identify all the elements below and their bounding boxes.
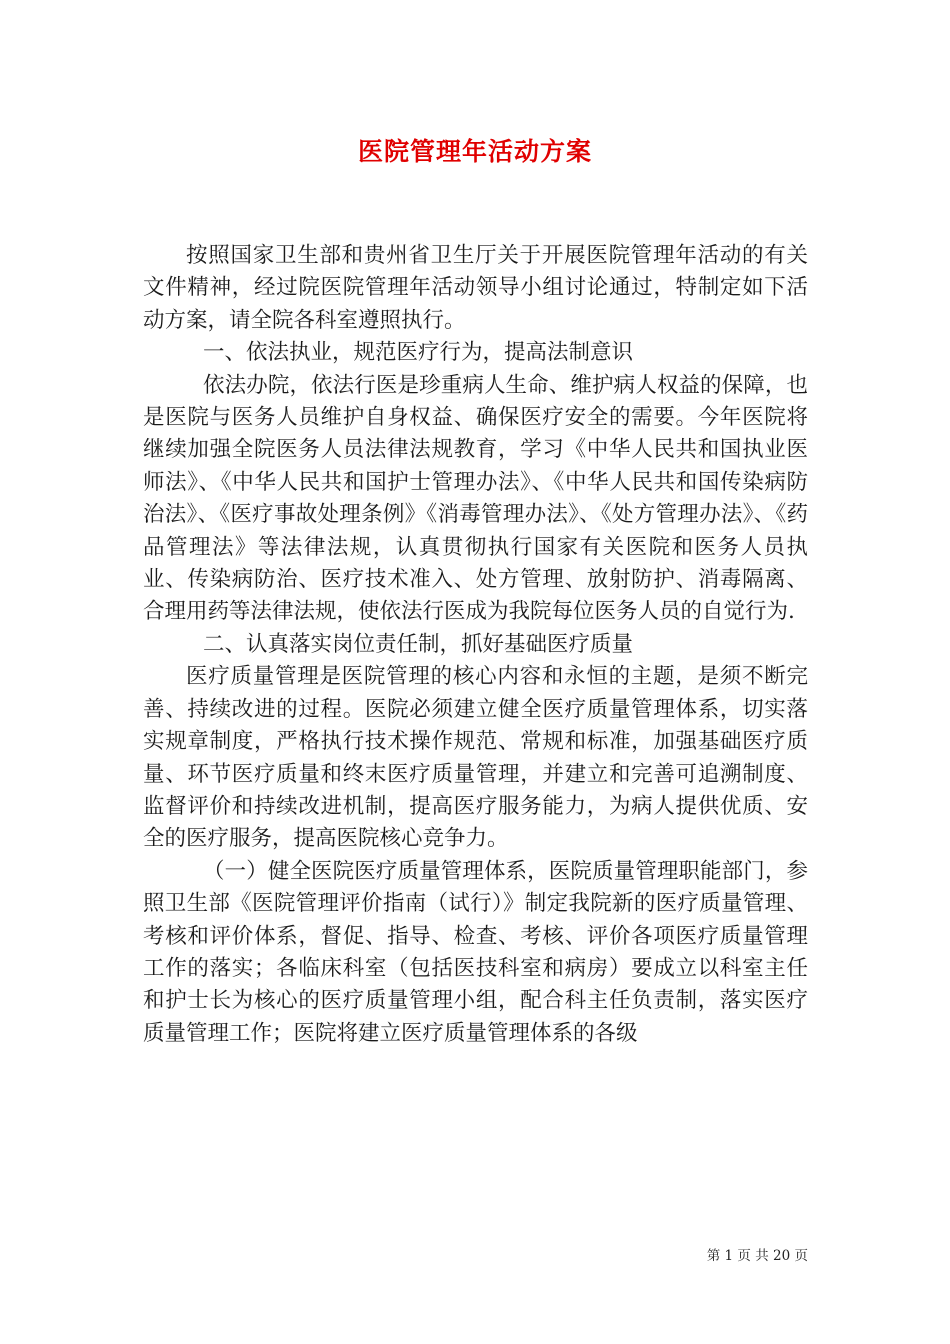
paragraph-legal: 依法办院，依法行医是珍重病人生命、维护病人权益的保障，也是医院与医务人员维护自身权益、确保医疗安全的需要。今年医院将继续加强全院医务人员法律法规教育，学习《中华人民共和国执业医师法》、《中华人民共和国护士管理办法》、《中华人民共和国传染病防治法》、《医疗事故处理条例》《消毒管理办法》、《处方管理办法》、《药品管理法》等法律法规，认真贯彻执行国家有关医院和医务人员执业、传染病防治、医疗技术准入、处方管理、放射防护、消毒隔离、合理用药等法律法规，使依法行医成为我院每位医务人员的自觉行为. [143,372,808,625]
page-footer: 第 1 页 共 20 页 [706,1248,808,1264]
paragraph-system: （一）健全医院医疗质量管理体系，医院质量管理职能部门，参照卫生部《医院管理评价指南（试行）》制定我院新的医疗质量管理、考核和评价体系，督促、指导、检查、考核、评价各项医疗质量管理工作的落实；各临床科室（包括医技科室和病房）要成立以科室主任和护士长为核心的医疗质量管理小组，配合科主任负责制，落实医疗质量管理工作；医院将建立医疗质量管理体系的各级 [143,858,808,1046]
document-body [143,240,808,1050]
section-heading-1: 一、依法执业，规范医疗行为，提高法制意识 [203,340,634,366]
paragraph-quality: 医疗质量管理是医院管理的核心内容和永恒的主题，是须不断完善、持续改进的过程。医院必须建立健全医疗质量管理体系，切实落实规章制度，严格执行技术操作规范、常规和标准，加强基础医疗质量、环节医疗质量和终末医疗质量管理，并建立和完善可追溯制度、监督评价和持续改进机制，提高医疗服务能力，为病人提供优质、安全的医疗服务，提高医院核心竞争力。 [143,664,808,852]
paragraph-intro: 按照国家卫生部和贵州省卫生厅关于开展医院管理年活动的有关文件精神，经过院医院管理年活动领导小组讨论通过，特制定如下活动方案，请全院各科室遵照执行。 [143,243,808,333]
section-heading-2: 二、认真落实岗位责任制，抓好基础医疗质量 [203,631,634,657]
document-title: 医院管理年活动方案 [357,137,592,166]
